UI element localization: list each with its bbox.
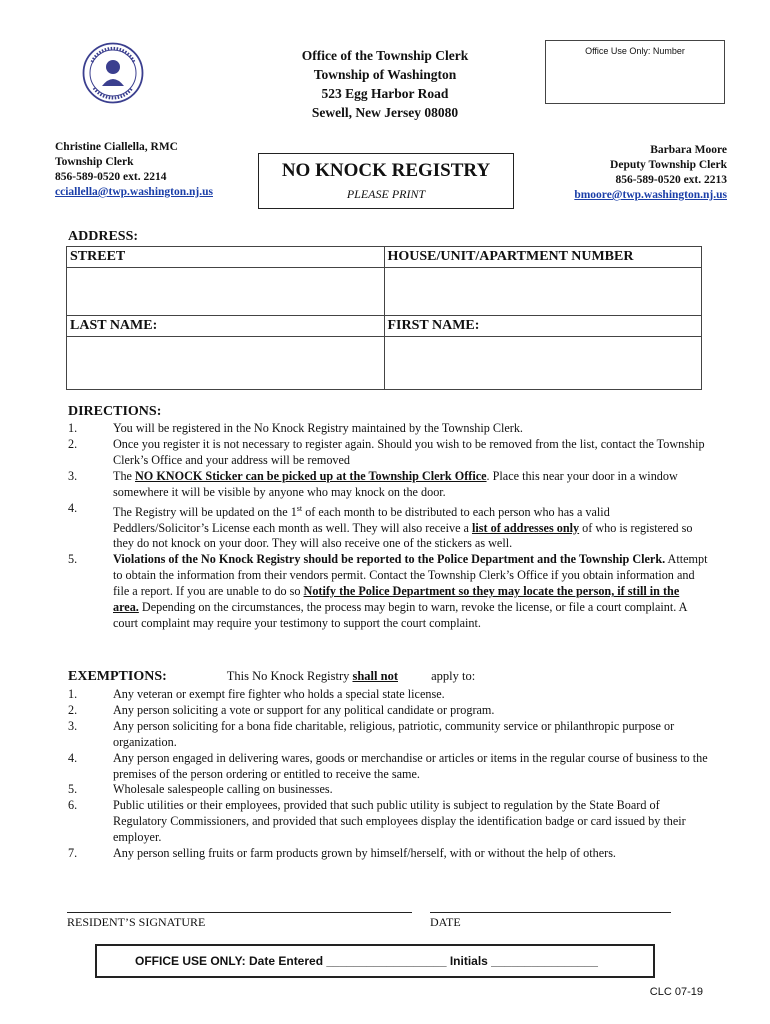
office-use-bottom-box: [95, 944, 655, 978]
item-text-part: of each month to be distributed to each person who has a valid Peddlers/Solicitor’s License each month as well. They will also receive a: [113, 504, 610, 535]
office-use-label: Office Use Only: Number: [585, 46, 685, 56]
form-title-box: [258, 153, 514, 209]
office-use-number-box[interactable]: [545, 40, 725, 104]
item-number: 3.: [68, 718, 78, 733]
item-text: Any person soliciting for a bona fide charitable, religious, patriotic, community service or philanthropic purpose or organization.: [113, 718, 675, 749]
item-text-part: Depending on the circumstances, the process may begin to warn, revoke the license, or file a court complaint. A court complaint may require your testimony to support the court complaint.: [113, 600, 687, 630]
list-item: [68, 703, 708, 719]
list-item: [68, 552, 708, 632]
violations-emphasis: Violations of the No Knock Registry should be reported to the Police Department and the Township Clerk.: [113, 552, 666, 567]
item-text: [113, 469, 708, 501]
address-label: ADDRESS:: [68, 229, 139, 244]
shall-not-emphasis: shall not: [352, 669, 398, 683]
deputy-phone: 856-589-0520 ext. 2213: [615, 174, 727, 186]
house-number-input[interactable]: [384, 268, 702, 316]
item-number: 5.: [68, 552, 78, 567]
list-item: [68, 782, 708, 798]
office-line: Office of the Township Clerk: [301, 48, 469, 63]
item-number: 1.: [68, 687, 78, 701]
office-line: 523 Egg Harbor Road: [321, 86, 449, 101]
list-item: [68, 501, 708, 553]
directions-list: [68, 421, 708, 632]
item-text-part: The: [113, 468, 135, 483]
item-text-part: The Registry will be updated on the 1: [113, 504, 297, 519]
deputy-title: Deputy Township Clerk: [610, 159, 727, 171]
house-number-header: HOUSE/UNIT/APARTMENT NUMBER: [384, 247, 702, 268]
item-number: 3.: [68, 468, 78, 483]
clerk-name: Christine Ciallella, RMC: [55, 141, 178, 153]
item-number: 5.: [68, 782, 78, 797]
item-text: Once you register it is not necessary to register again. Should you wish to be removed from the list, contact the Township Clerk’s Office and your address will be removed: [113, 436, 705, 467]
list-item: [68, 437, 708, 469]
address-list-emphasis: list of addresses only: [471, 520, 580, 535]
date-label: DATE: [430, 915, 461, 929]
item-number: 4.: [68, 500, 78, 515]
item-text: Wholesale salespeople calling on businesses.: [113, 782, 333, 797]
street-header: STREET: [67, 247, 385, 268]
ordinal-suffix: st: [296, 503, 303, 513]
list-item: [68, 687, 708, 703]
item-text: You will be registered in the No Knock Registry maintained by the Township Clerk.: [113, 421, 523, 435]
clerk-title: Township Clerk: [55, 156, 134, 168]
list-item: [68, 846, 708, 862]
office-line: Township of Washington: [313, 67, 457, 82]
item-text: Any person selling fruits or farm products grown by himself/herself, with or without the help of others.: [113, 846, 616, 861]
item-number: 7.: [68, 846, 78, 861]
exemptions-intro: [197, 669, 475, 683]
directions-title: DIRECTIONS:: [68, 404, 162, 419]
signature-label: RESIDENT’S SIGNATURE: [67, 915, 206, 929]
last-name-input[interactable]: [67, 337, 385, 390]
deputy-email-link[interactable]: bmoore@twp.washington.nj.us: [574, 189, 727, 201]
exemptions-list: [68, 687, 708, 862]
list-item: [68, 469, 708, 501]
office-use-bottom-text: OFFICE USE ONLY: Date Entered __________________ Initials ________________: [135, 954, 598, 968]
clerk-contact-right: [574, 143, 727, 203]
exemptions-heading: [68, 669, 475, 685]
item-number: 4.: [68, 750, 78, 765]
notify-police-emphasis: Notify the Police Department so they may locate the person, if still in the area.: [113, 584, 680, 615]
street-input[interactable]: [67, 268, 385, 316]
item-text: [113, 501, 708, 553]
item-text: Any person engaged in delivering wares, goods or merchandise or articles or items in the regular course of business to the premises of the person ordering or entitled to receive the same.: [113, 750, 708, 781]
form-title: NO KNOCK REGISTRY: [281, 160, 491, 181]
township-seal-icon: [82, 42, 144, 104]
item-number: 2.: [68, 702, 78, 717]
registration-fields-table: [66, 246, 702, 390]
office-line: Sewell, New Jersey 08080: [311, 105, 459, 120]
form-subtitle: PLEASE PRINT: [346, 187, 426, 201]
item-text: Any veteran or exempt fire fighter who holds a special state license.: [113, 687, 445, 701]
signature-line[interactable]: [67, 912, 412, 913]
first-name-input[interactable]: [384, 337, 702, 390]
first-name-header: FIRST NAME:: [384, 316, 702, 337]
item-text: Public utilities or their employees, provided that such public utility is subject to regulation by the State Board of Regulatory Commissioners, and provided that such employees display the identification badge or card issued by their employer.: [113, 798, 686, 845]
date-line[interactable]: [430, 912, 671, 913]
clerk-contact-left: [55, 140, 213, 200]
item-text-part: . Place this near your door in a window somewhere it will be visible by anyone who may knock on the door.: [113, 468, 678, 499]
list-item: [68, 751, 708, 783]
last-name-header: LAST NAME:: [67, 316, 385, 337]
list-item: [68, 421, 708, 437]
item-number: 2.: [68, 436, 78, 451]
clerk-phone: 856-589-0520 ext. 2214: [55, 171, 167, 183]
clerk-email-link[interactable]: cciallella@twp.washington.nj.us: [55, 186, 213, 198]
item-number: 6.: [68, 798, 78, 813]
item-text-part: of who is registered so they do not knock on your door. They will also receive one of the stickers as well.: [113, 520, 693, 551]
intro-part: apply to:: [428, 669, 476, 683]
deputy-name: Barbara Moore: [650, 144, 727, 156]
exemptions-title: EXEMPTIONS:: [68, 669, 167, 684]
list-item: [68, 798, 708, 846]
office-address-block: [265, 46, 505, 122]
item-number: 1.: [68, 421, 78, 435]
item-text: Any person soliciting a vote or support for any political candidate or program.: [113, 702, 495, 717]
item-text: [113, 552, 708, 632]
item-text-part: Attempt to obtain the information from their vendors permit. Contact the Township Clerk’s Office if you obtain information and file a report. If you are unable to do so: [113, 552, 708, 599]
form-code: CLC 07-19: [649, 986, 703, 998]
list-item: [68, 719, 708, 751]
sticker-pickup-emphasis: NO KNOCK Sticker can be picked up at the Township Clerk Office: [135, 468, 487, 483]
intro-part: This No Knock Registry: [226, 669, 353, 683]
